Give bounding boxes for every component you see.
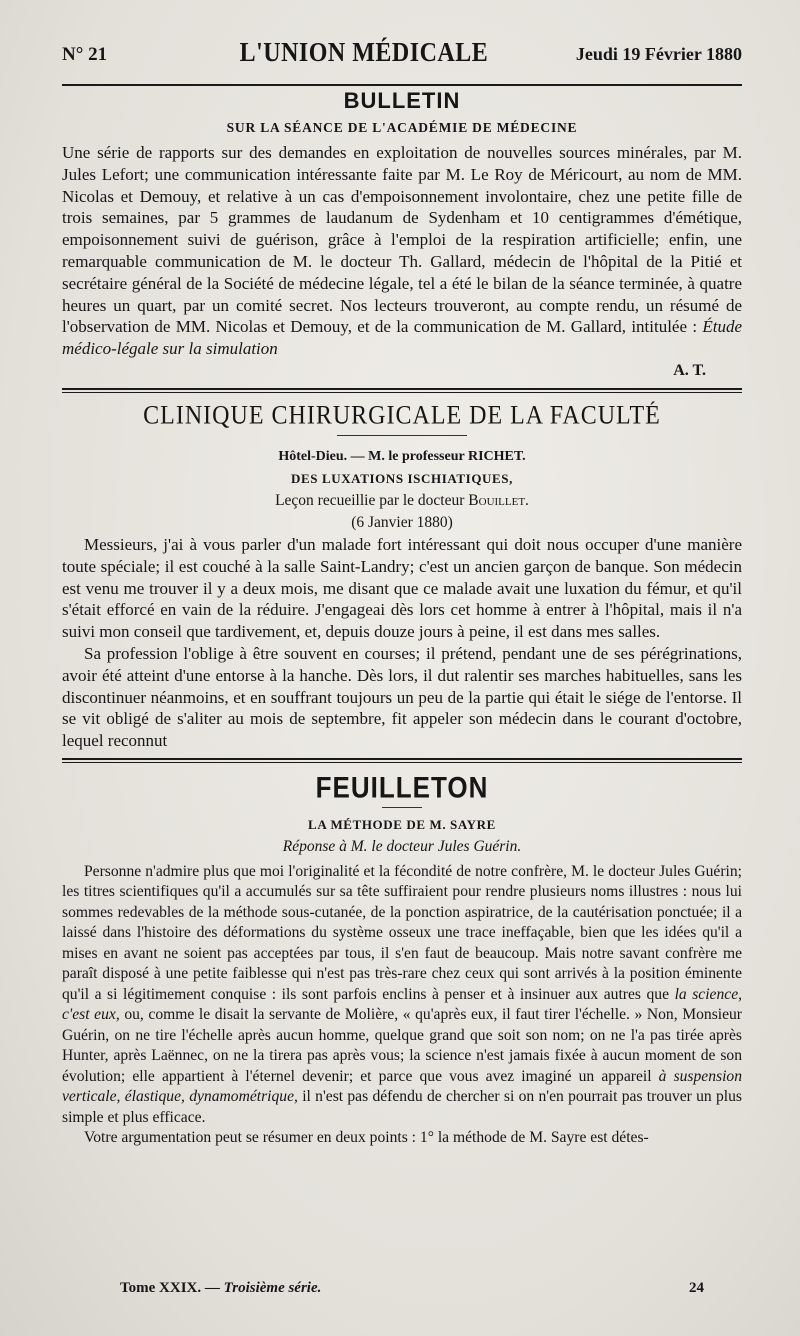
clinique-title-rule [337,435,467,436]
feuilleton-title: FEUILLETON [315,769,489,805]
clinique-date: (6 Janvier 1880) [351,513,453,531]
clinique-paragraph-2: Sa profession l'oblige à être souvent en courses; il prétend, pendant une de ses pérégrinations, avoir été atteint d'une entorse à la hanche. Dès lors, il dut ralentir ses marches habituelles, sans les discontinuer néanmoins, et en souffrant toujours un peu de la partie qui était le siége de l'entorse. Il se vit obligé de s'aliter au mois de septembre, fit appeler son médecin dans le courant d'octobre, lequel reconnut [62,643,742,751]
footer-series: Troisième série. [223,1280,322,1296]
feuilleton-reply: Réponse à M. le docteur Jules Guérin. [282,837,522,855]
issue-number: N° 21 [62,44,108,65]
feuilleton-paragraph-1: Personne n'admire plus que moi l'originalité et la fécondité de notre confrère, M. le docteur Jules Guérin; les titres scientifiques qu'il a accumulés sur sa tête suffiraient pour rendre plusieurs noms illustres : nous lui sommes redevables de la méthode sous-cutanée, de la ponction aspiratrice, de la cautérisation ponctuée; il a laissé dans l'histoire des déformations du système osseux une trace ineffaçable, bien que les idées qu'il a mises en avant ne soient pas acceptées par tous, il s'en faut de beaucoup. Mais notre savant confrère me paraît disposé à une petite faiblesse qui n'est pas très-rare chez ceux qui sont arrivés à la position éminente qu'il a si légitimement conquise : ils sont parfois enclins à penser et à insinuer aux autres que la science, c'est eux, ou, comme le disait la servante de Molière, « qu'après eux, il faut tirer l'échelle. » Non, Monsieur Guérin, on ne tire l'échelle après aucun homme, quelque grand que soit son nom; on ne l'a pas tirée après Hunter, après Laënnec, on ne la tirera pas après vous; la science n'est jamais fixée à aucun moment de son évolution; elle appartient à l'éternel devenir; et parce que vous avez imaginé un appareil à suspension verticale, élastique, dynamométrique, il n'est pas défendu de chercher si on n'en pourrait pas trouver un plus simple et plus efficace. [62,862,743,1126]
clinique-section [62,399,742,752]
bulletin-body: Une série de rapports sur des demandes en exploitation de nouvelles sources minérales, par M. Jules Lefort; une communication intéressante faite par M. Le Roy de Méricourt, au nom de MM. Nicolas et Demouy, et relative à un cas d'empoisonnement involontaire, chez une petite fille de trois semaines, par 5 grammes de laudanum de Sydenham et 10 centigrammes d'émétique, empoisonnement suivi de guérison, grâce à l'emploi de la respiration artificielle; enfin, une remarquable communication de M. le docteur Th. Gallard, médecin de l'hôpital de la Pitié et secrétaire général de la Société de médecine légale, tel a été le bilan de la séance terminée, à quatre heures un quart, par un comité secret. Nos lecteurs trouveront, au compte rendu, un résumé de l'observation de MM. Nicolas et Demouy, et de la communication de M. Gallard, intitulée : Étude médico-légale sur la simulation [62,143,742,359]
issue-date: Jeudi 19 Février 1880 [575,44,742,64]
feuilleton-italic-2: à suspension verticale, élastique, dynamométrique, [62,1067,743,1106]
clinique-lecture-author: Bouillet. [468,491,529,509]
section-divider [62,388,742,393]
clinique-topic: DES LUXATIONS ISCHIATIQUES, [291,470,513,486]
bulletin-signature: A. T. [673,361,706,379]
clinique-paragraph-1: Messieurs, j'ai à vous parler d'un malade fort intéressant qui doit nous occuper d'une manière toute spéciale; il est couché à la salle Saint-Landry; c'est un ancien garçon de banque. Son médecin est venu me trouver il y a deux mois, me disant que ce malade avait une luxation du fémur, et qu'il s'était efforcé en vain de la réduire. J'engageai dès lors cet homme à entrer à l'hôpital, mais il n'a suivi mon conseil que tardivement, et, depuis douze jours à peine, il est dans mes salles. [62,534,742,642]
clinique-location: Hôtel-Dieu. — M. le professeur RICHET. [278,448,526,464]
page-footer [120,1280,704,1297]
footer-volume: Tome XXIX. — Troisième série. [120,1280,322,1296]
feuilleton-italic-1: la science, c'est eux, [62,985,743,1024]
masthead [62,34,742,82]
bulletin-section [62,88,742,382]
clinique-title: CLINIQUE CHIRURGICALE DE LA FACULTÉ [143,401,661,431]
bulletin-body-italic: Étude médico-légale sur la simulation [62,317,742,359]
footer-page-number: 24 [689,1280,704,1296]
clinique-lecture: Leçon recueillie par le docteur Bouillet. [275,491,529,509]
masthead-rule [62,84,742,86]
bulletin-title: BULLETIN [343,88,461,113]
feuilleton-paragraph-2: Votre argumentation peut se résumer en deux points : 1° la méthode de M. Sayre est détes- [84,1129,649,1147]
feuilleton-divider [62,758,742,763]
journal-title: L'UNION MÉDICALE [239,37,489,68]
feuilleton-subtitle: LA MÉTHODE DE M. SAYRE [308,816,496,832]
feuilleton-section [62,769,742,1149]
bulletin-subtitle: SUR LA SÉANCE DE L'ACADÉMIE DE MÉDECINE [226,120,578,135]
